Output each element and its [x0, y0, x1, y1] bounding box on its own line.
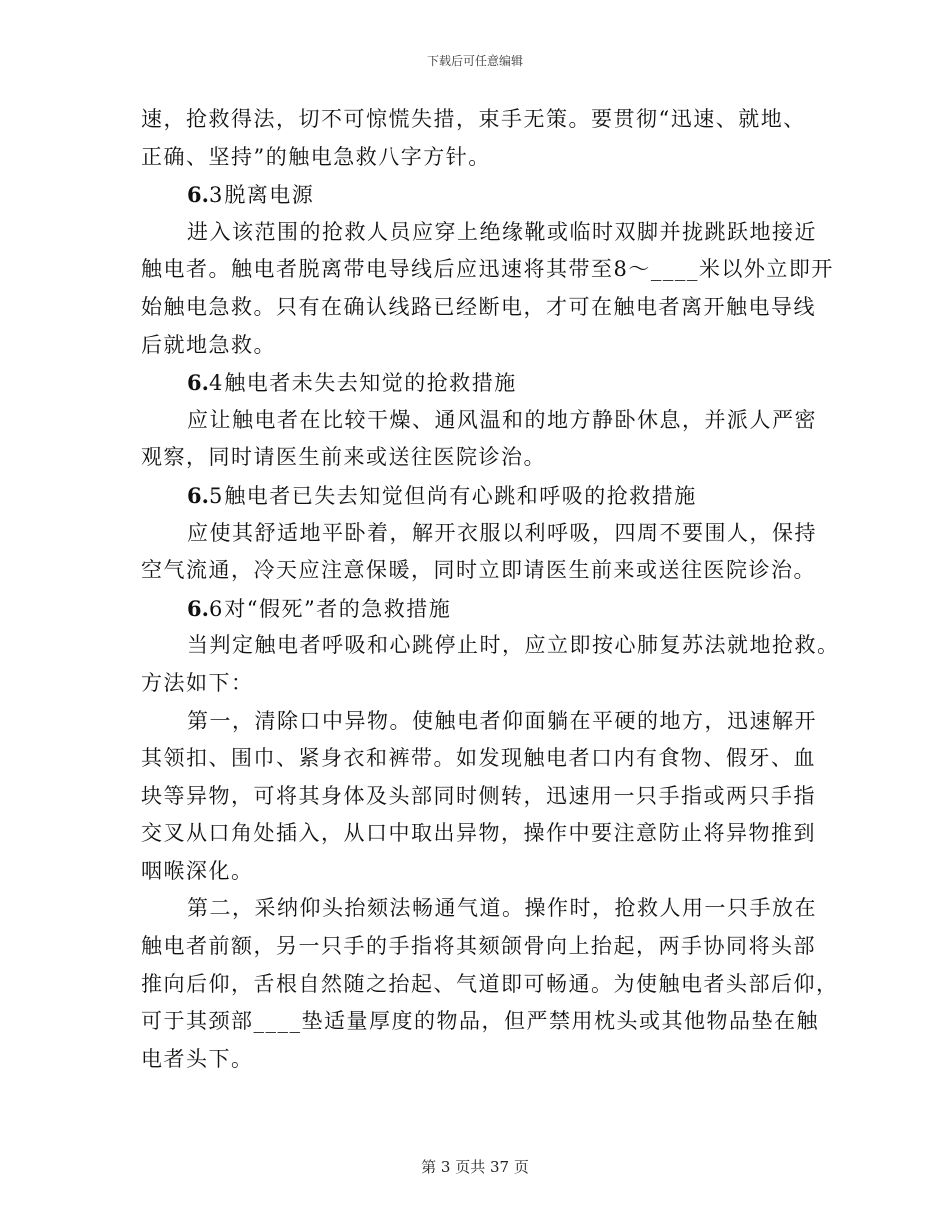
body-line: 速，抢救得法，切不可惊慌失措，束手无策。要贯彻“迅速、就地、: [141, 107, 806, 131]
document-body: [141, 101, 840, 1078]
paragraph-line: 后就地急救。: [141, 332, 276, 357]
section-number-prefix: 6.: [187, 182, 209, 208]
body-line: 正确、坚持”的触电急救八字方针。: [141, 144, 491, 169]
paragraph-line: 当判定触电者呼吸和心跳停止时，应立即按心肺复苏法就地抢救。: [187, 633, 840, 658]
section-number: 4: [208, 371, 223, 396]
paragraph-line: 观察，同时请医生前来或送往医院诊治。: [141, 445, 546, 470]
paragraph-line: 始触电急救。只有在确认线路已经断电，才可在触电者离开触电导线: [141, 294, 816, 319]
step-one-line: 第一，清除口中异物。使触电者仰面躺在平硬的地方，迅速解开: [187, 708, 817, 733]
paragraph-line: 应让触电者在比较干燥、通风温和的地方静卧休息，并派人严密: [187, 407, 817, 432]
section-number-prefix: 6.: [187, 370, 209, 396]
section-title: 触电者未失去知觉的抢救措施: [224, 371, 517, 396]
step-two-line: 第二，采纳仰头抬颏法畅通气道。操作时，抢救人用一只手放在: [187, 896, 817, 921]
paragraph-line: 空气流通，冷天应注意保暖，同时立即请医生前来或送往医院诊治。: [141, 558, 816, 583]
page-header: 下载后可任意编辑: [426, 54, 523, 68]
step-one-line: 交叉从口角处插入，从口中取出异物，操作中要注意防止将异物推到: [141, 821, 816, 846]
paragraph-line: 触电者。触电者脱离带电导线后应迅速将其带至8～____米以外立即开: [141, 257, 834, 282]
step-one-line: 其领扣、围巾、紧身衣和裤带。如发现触电者口内有食物、假牙、血: [141, 746, 816, 771]
page-footer: 第 3 页共 37 页: [421, 1158, 529, 1176]
section-heading-6-6: [141, 590, 813, 628]
section-number: 6: [208, 596, 223, 621]
paragraph-line: 应使其舒适地平卧着，解开衣服以利呼吸，四周不要围人，保持: [187, 520, 817, 545]
section-title: 对“假死”者的急救措施: [224, 596, 452, 621]
step-two-line: 电者头下。: [141, 1046, 254, 1071]
section-title: 触电者已失去知觉但尚有心跳和呼吸的抢救措施: [224, 483, 697, 508]
paragraph-line: 进入该范围的抢救人员应穿上绝缘靴或临时双脚并拢跳跃地接近: [187, 219, 817, 244]
step-two-line: 触电者前额，另一只手的手指将其颏颌骨向上抬起，两手协同将头部: [141, 934, 816, 959]
paragraph-line: 方法如下：: [141, 670, 254, 695]
step-two-line: 可于其颈部____垫适量厚度的物品，但严禁用枕头或其他物品垫在触: [141, 1009, 819, 1034]
section-title: 脱离电源: [224, 183, 315, 208]
step-one-line: 块等异物，可将其身体及头部同时侧转，迅速用一只手指或两只手指: [141, 783, 816, 808]
step-two-line: 推向后仰，舌根自然随之抬起、气道即可畅通。为使触电者头部后仰，: [141, 971, 839, 996]
section-number-prefix: 6.: [187, 595, 209, 621]
section-number: 5: [208, 483, 223, 508]
section-number-prefix: 6.: [187, 482, 209, 508]
section-heading-6-5: [141, 477, 813, 515]
section-heading-6-4: [141, 364, 813, 402]
step-one-line: 咽喉深化。: [141, 858, 254, 883]
section-number: 3: [208, 183, 223, 208]
section-heading-6-3: [141, 176, 813, 214]
